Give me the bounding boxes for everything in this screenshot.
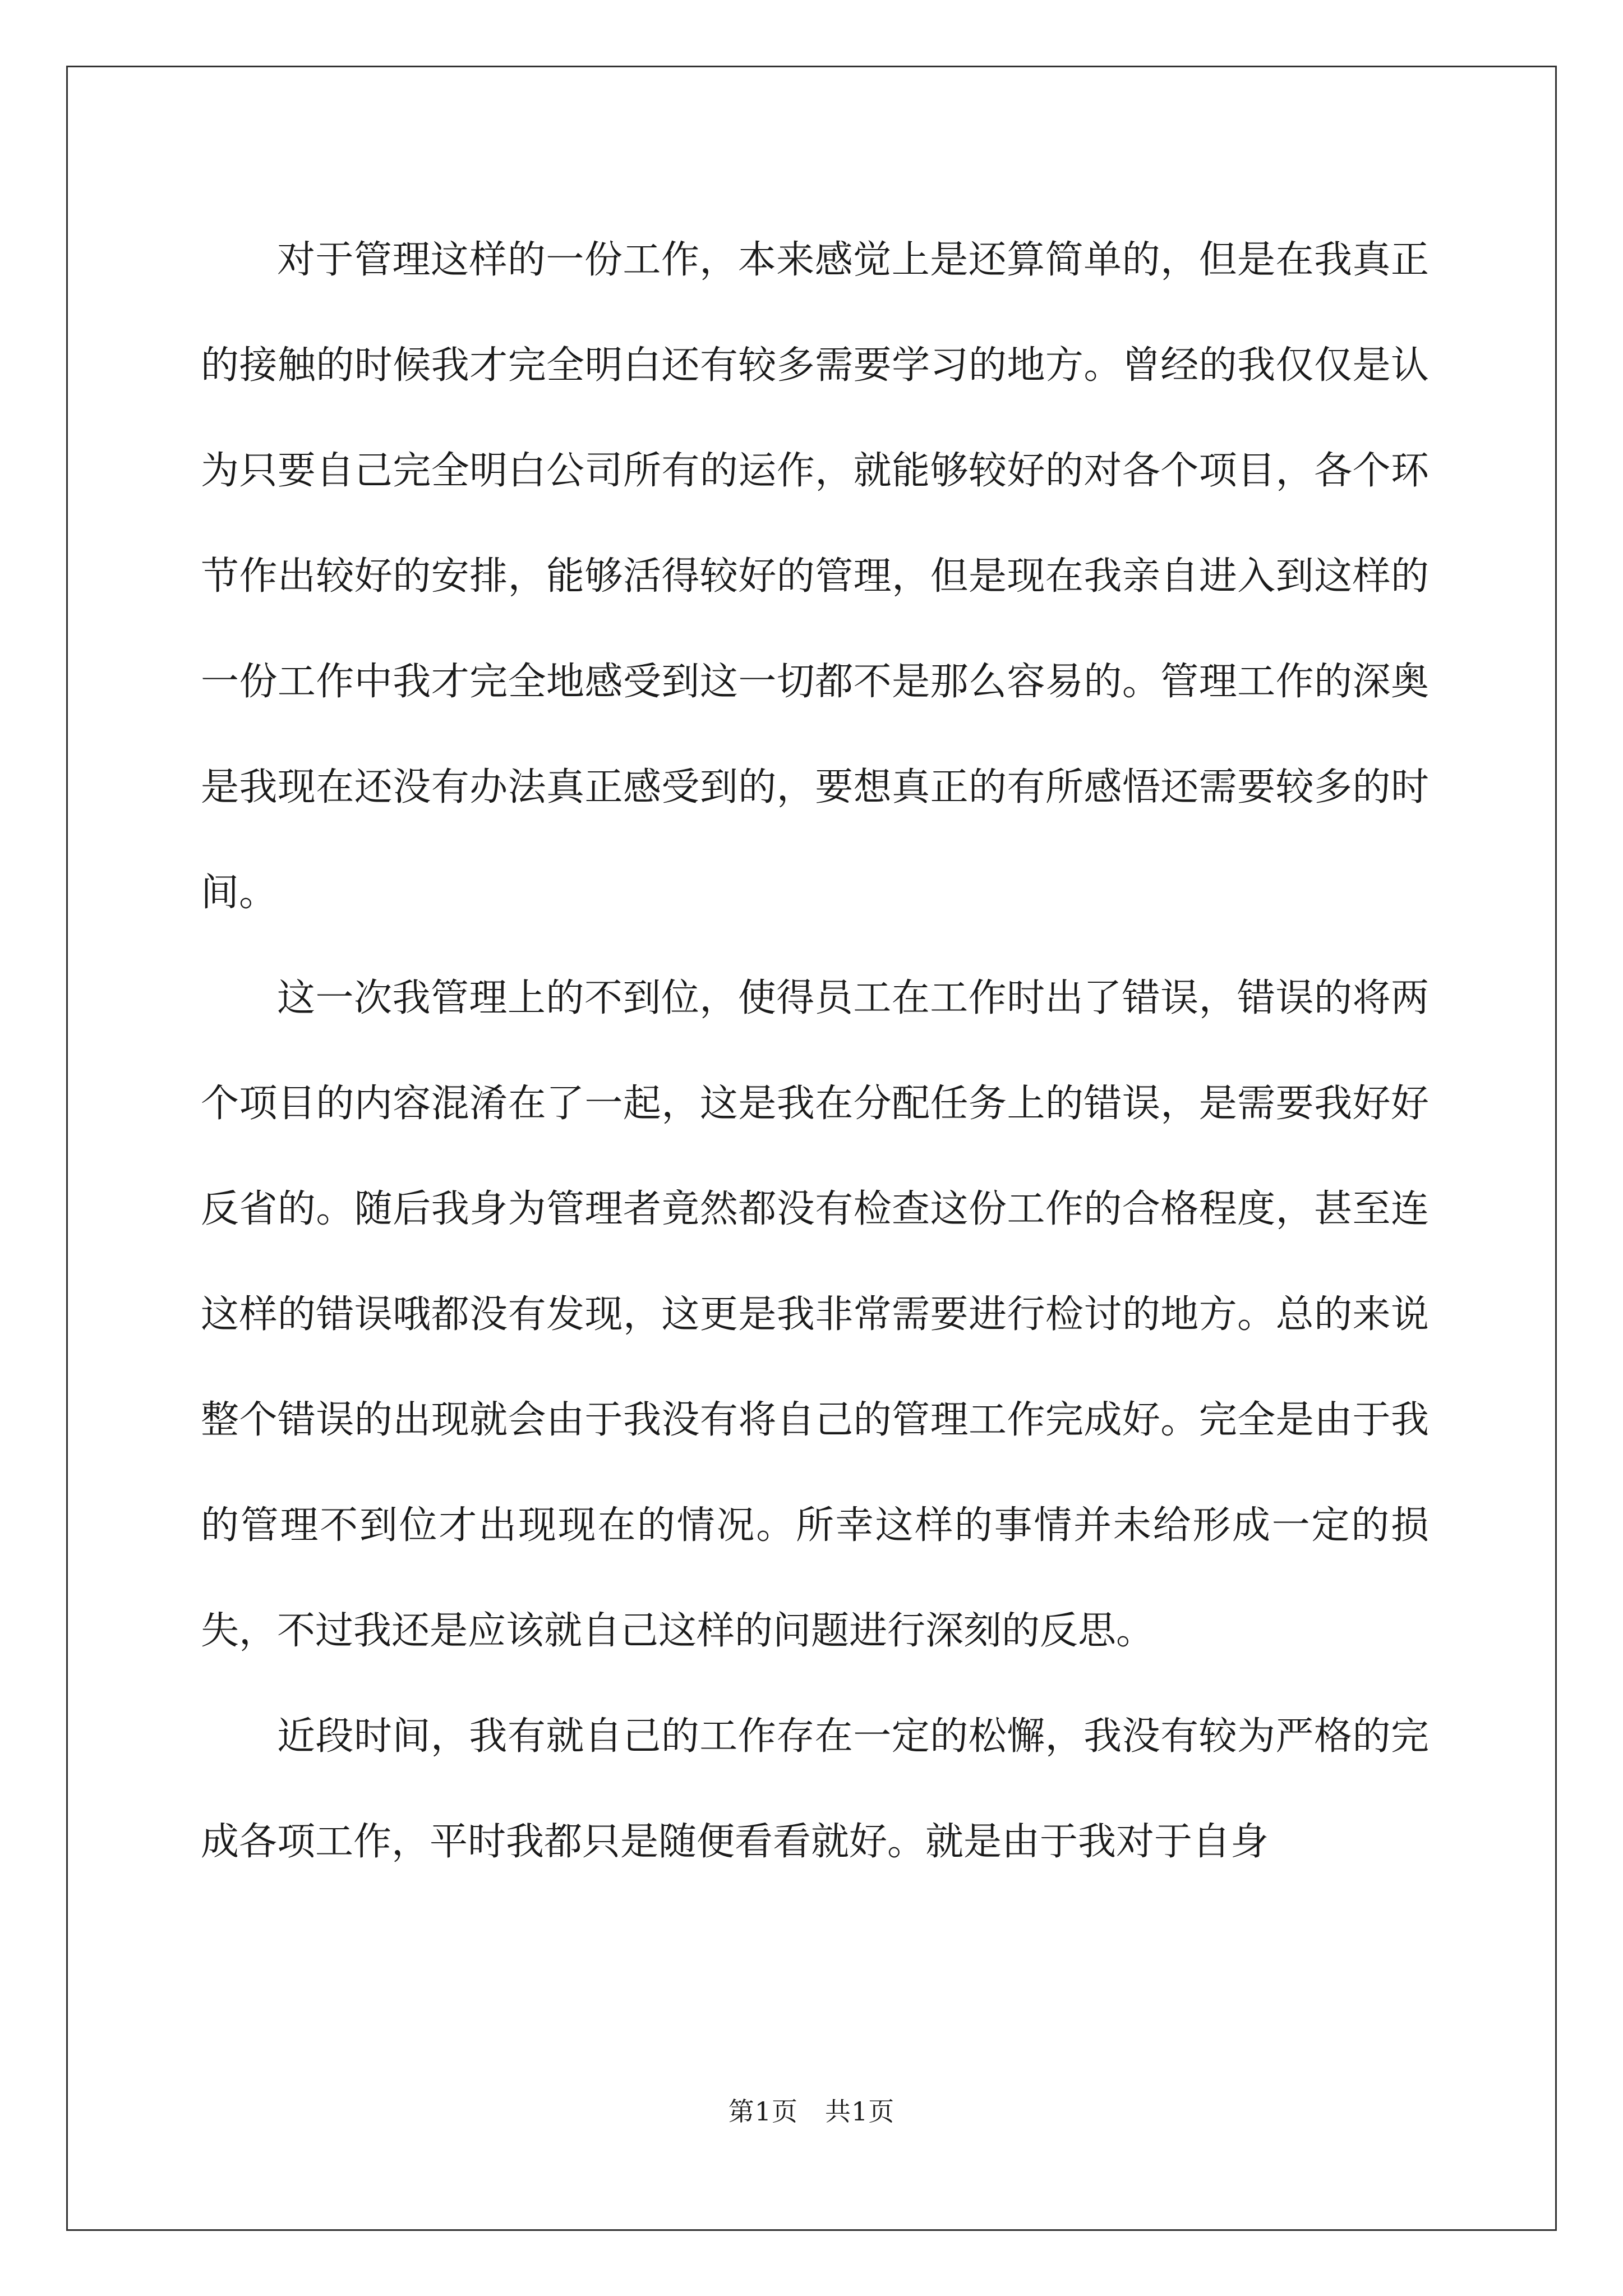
page-total: 共1页 xyxy=(825,2096,895,2127)
paragraph-3: 近段时间，我有就自己的工作存在一定的松懈，我没有较为严格的完成各项工作，平时我都只是随便看看就好。就是由于我对于自身 xyxy=(201,1714,1429,1864)
page-number: 第1页 xyxy=(728,2096,798,2127)
document-body xyxy=(201,208,1429,1895)
page-footer xyxy=(0,2091,1623,2128)
paragraph-2: 这一次我管理上的不到位，使得员工在工作时出了错误，错误的将两个项目的内容混淆在了一起，这是我在分配任务上的错误，是需要我好好反省的。随后我身为管理者竟然都没有检查这份工作的合格程度，甚至连这样的错误哦都没有发现，这更是我非常需要进行检讨的地方。总的来说整个错误的出现就会由于我没有将自己的管理工作完成好。完全是由于我的管理不到位才出现现在的情况。所幸这样的事情并未给形成一定的损失，不过我还是应该就自己这样的问题进行深刻的反思。 xyxy=(201,976,1429,1653)
paragraph-1: 对于管理这样的一份工作，本来感觉上是还算简单的，但是在我真正的接触的时候我才完全明白还有较多需要学习的地方。曾经的我仅仅是认为只要自己完全明白公司所有的运作，就能够较好的对各个项目，各个环节作出较好的安排，能够活得较好的管理，但是现在我亲自进入到这样的一份工作中我才完全地感受到这一切都不是那么容易的。管理工作的深奥是我现在还没有办法真正感受到的，要想真正的有所感悟还需要较多的时间。 xyxy=(201,238,1429,915)
